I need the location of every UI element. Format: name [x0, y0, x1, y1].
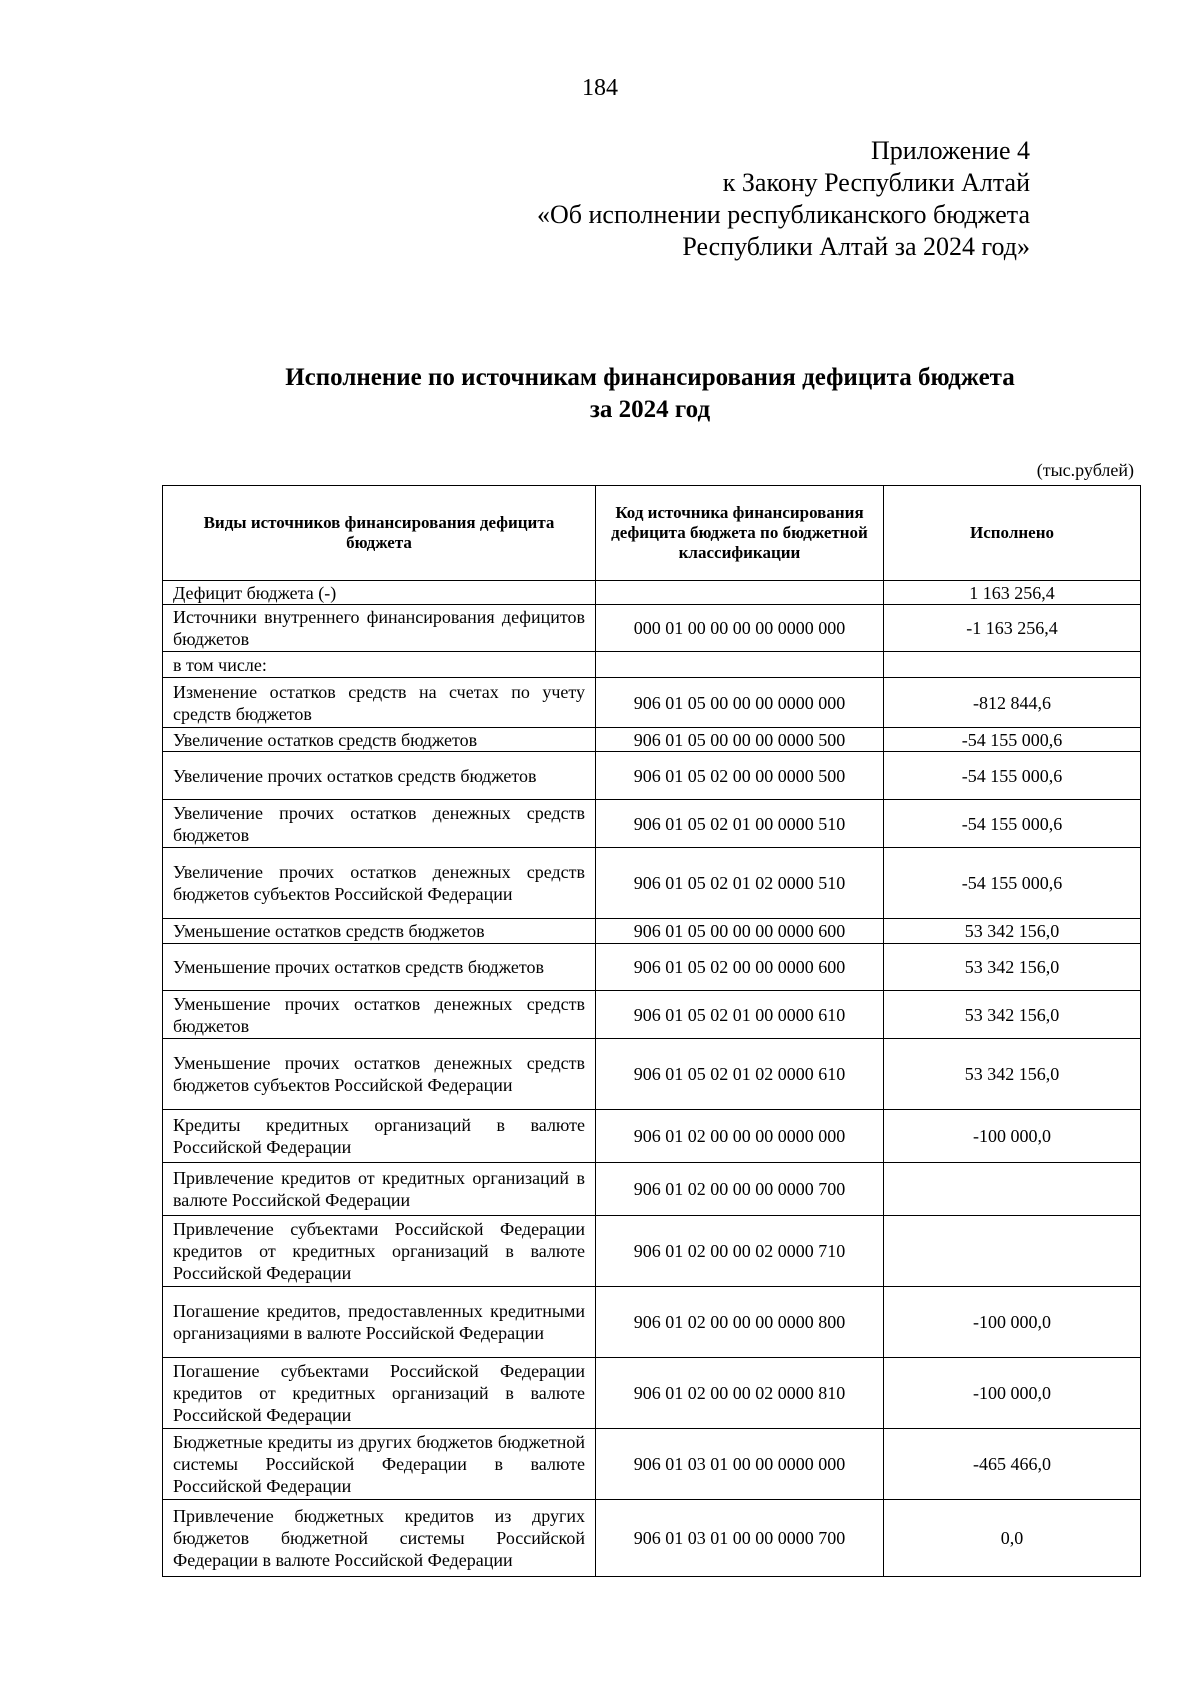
appendix-line-1: Приложение 4	[870, 136, 1030, 165]
table-row	[163, 728, 1141, 752]
row-value: -100 000,0	[884, 1358, 1141, 1429]
table-row	[163, 1358, 1141, 1429]
row-name: Увеличение прочих остатков денежных средств бюджетов	[163, 800, 596, 848]
row-value: -54 155 000,6	[884, 728, 1141, 752]
appendix-line-4: Республики Алтай за 2024 год»	[682, 232, 1030, 261]
row-name: Бюджетные кредиты из других бюджетов бюджетной системы Российской Федерации в валюте Российской Федерации	[163, 1429, 596, 1500]
row-code: 906 01 02 00 00 00 0000 800	[596, 1287, 884, 1358]
row-code	[596, 581, 884, 605]
table-row	[163, 752, 1141, 800]
row-code: 906 01 05 02 01 00 0000 610	[596, 991, 884, 1039]
appendix-line-3: «Об исполнении республиканского бюджета	[537, 200, 1030, 229]
row-code: 906 01 05 00 00 00 0000 600	[596, 919, 884, 944]
row-value: -1 163 256,4	[884, 605, 1141, 652]
page-number: 184	[582, 75, 618, 101]
row-value	[884, 1216, 1141, 1287]
header-source-code: Код источника финансирования дефицита бюджета по бюджетной классификации	[596, 486, 884, 581]
row-code: 906 01 05 02 01 02 0000 510	[596, 848, 884, 919]
table-row	[163, 991, 1141, 1039]
table-header-row	[163, 486, 1141, 581]
row-code: 906 01 03 01 00 00 0000 000	[596, 1429, 884, 1500]
row-name: Привлечение субъектами Российской Федерации кредитов от кредитных организаций в валюте Российской Федерации	[163, 1216, 596, 1287]
row-value: 53 342 156,0	[884, 991, 1141, 1039]
row-code: 906 01 02 00 00 02 0000 710	[596, 1216, 884, 1287]
row-value: -54 155 000,6	[884, 800, 1141, 848]
table-row	[163, 652, 1141, 678]
row-value	[884, 1163, 1141, 1216]
row-name: Источники внутреннего финансирования дефицитов бюджетов	[163, 605, 596, 652]
table-row	[163, 1500, 1141, 1577]
row-code: 906 01 05 02 01 00 0000 510	[596, 800, 884, 848]
row-code: 906 01 02 00 00 00 0000 700	[596, 1163, 884, 1216]
row-value: 53 342 156,0	[884, 919, 1141, 944]
title-line-1: Исполнение по источникам финансирования дефицита бюджета	[285, 364, 1015, 391]
row-code: 000 01 00 00 00 00 0000 000	[596, 605, 884, 652]
row-value: -100 000,0	[884, 1110, 1141, 1163]
row-name: Привлечение кредитов от кредитных организаций в валюте Российской Федерации	[163, 1163, 596, 1216]
header-source-type: Виды источников финансирования дефицита бюджета	[163, 486, 596, 581]
row-code: 906 01 03 01 00 00 0000 700	[596, 1500, 884, 1577]
row-value: -812 844,6	[884, 678, 1141, 728]
row-name: Увеличение остатков средств бюджетов	[163, 728, 596, 752]
appendix-line-2: к Закону Республики Алтай	[722, 168, 1030, 197]
row-value: 1 163 256,4	[884, 581, 1141, 605]
row-name: Погашение субъектами Российской Федерации кредитов от кредитных организаций в валюте Российской Федерации	[163, 1358, 596, 1429]
table-row	[163, 1039, 1141, 1110]
row-name: Изменение остатков средств на счетах по учету средств бюджетов	[163, 678, 596, 728]
row-name: Погашение кредитов, предоставленных кредитными организациями в валюте Российской Федерации	[163, 1287, 596, 1358]
row-code: 906 01 05 02 00 00 0000 600	[596, 944, 884, 991]
table-row	[163, 848, 1141, 919]
row-code: 906 01 02 00 00 00 0000 000	[596, 1110, 884, 1163]
row-name: в том числе:	[163, 652, 596, 678]
table-row	[163, 605, 1141, 652]
header-executed: Исполнено	[884, 486, 1141, 581]
title-line-2: за 2024 год	[589, 396, 711, 423]
row-name: Увеличение прочих остатков средств бюджетов	[163, 752, 596, 800]
row-name: Уменьшение прочих остатков средств бюджетов	[163, 944, 596, 991]
table-row	[163, 1163, 1141, 1216]
row-value: -54 155 000,6	[884, 752, 1141, 800]
row-value: 0,0	[884, 1500, 1141, 1577]
row-value: 53 342 156,0	[884, 944, 1141, 991]
table-row	[163, 1429, 1141, 1500]
row-code: 906 01 02 00 00 02 0000 810	[596, 1358, 884, 1429]
row-value: -54 155 000,6	[884, 848, 1141, 919]
row-name: Привлечение бюджетных кредитов из других бюджетов бюджетной системы Российской Федерации в валюте Российской Федерации	[163, 1500, 596, 1577]
row-code: 906 01 05 00 00 00 0000 500	[596, 728, 884, 752]
row-name: Уменьшение прочих остатков денежных средств бюджетов	[163, 991, 596, 1039]
row-name: Увеличение прочих остатков денежных средств бюджетов субъектов Российской Федерации	[163, 848, 596, 919]
appendix-header	[537, 135, 1030, 263]
units-label: (тыс.рублей)	[1036, 460, 1134, 480]
table-row	[163, 678, 1141, 728]
row-value: -465 466,0	[884, 1429, 1141, 1500]
row-value	[884, 652, 1141, 678]
row-name: Дефицит бюджета (-)	[163, 581, 596, 605]
document-title	[160, 362, 1140, 426]
table-row	[163, 581, 1141, 605]
financing-sources-table	[162, 485, 1141, 1577]
row-code	[596, 652, 884, 678]
row-code: 906 01 05 00 00 00 0000 000	[596, 678, 884, 728]
row-name: Уменьшение остатков средств бюджетов	[163, 919, 596, 944]
row-name: Кредиты кредитных организаций в валюте Российской Федерации	[163, 1110, 596, 1163]
table-row	[163, 1216, 1141, 1287]
table-row	[163, 1287, 1141, 1358]
row-code: 906 01 05 02 00 00 0000 500	[596, 752, 884, 800]
table-row	[163, 944, 1141, 991]
table-row	[163, 919, 1141, 944]
row-code: 906 01 05 02 01 02 0000 610	[596, 1039, 884, 1110]
row-name: Уменьшение прочих остатков денежных средств бюджетов субъектов Российской Федерации	[163, 1039, 596, 1110]
row-value: 53 342 156,0	[884, 1039, 1141, 1110]
table-row	[163, 1110, 1141, 1163]
table-row	[163, 800, 1141, 848]
row-value: -100 000,0	[884, 1287, 1141, 1358]
